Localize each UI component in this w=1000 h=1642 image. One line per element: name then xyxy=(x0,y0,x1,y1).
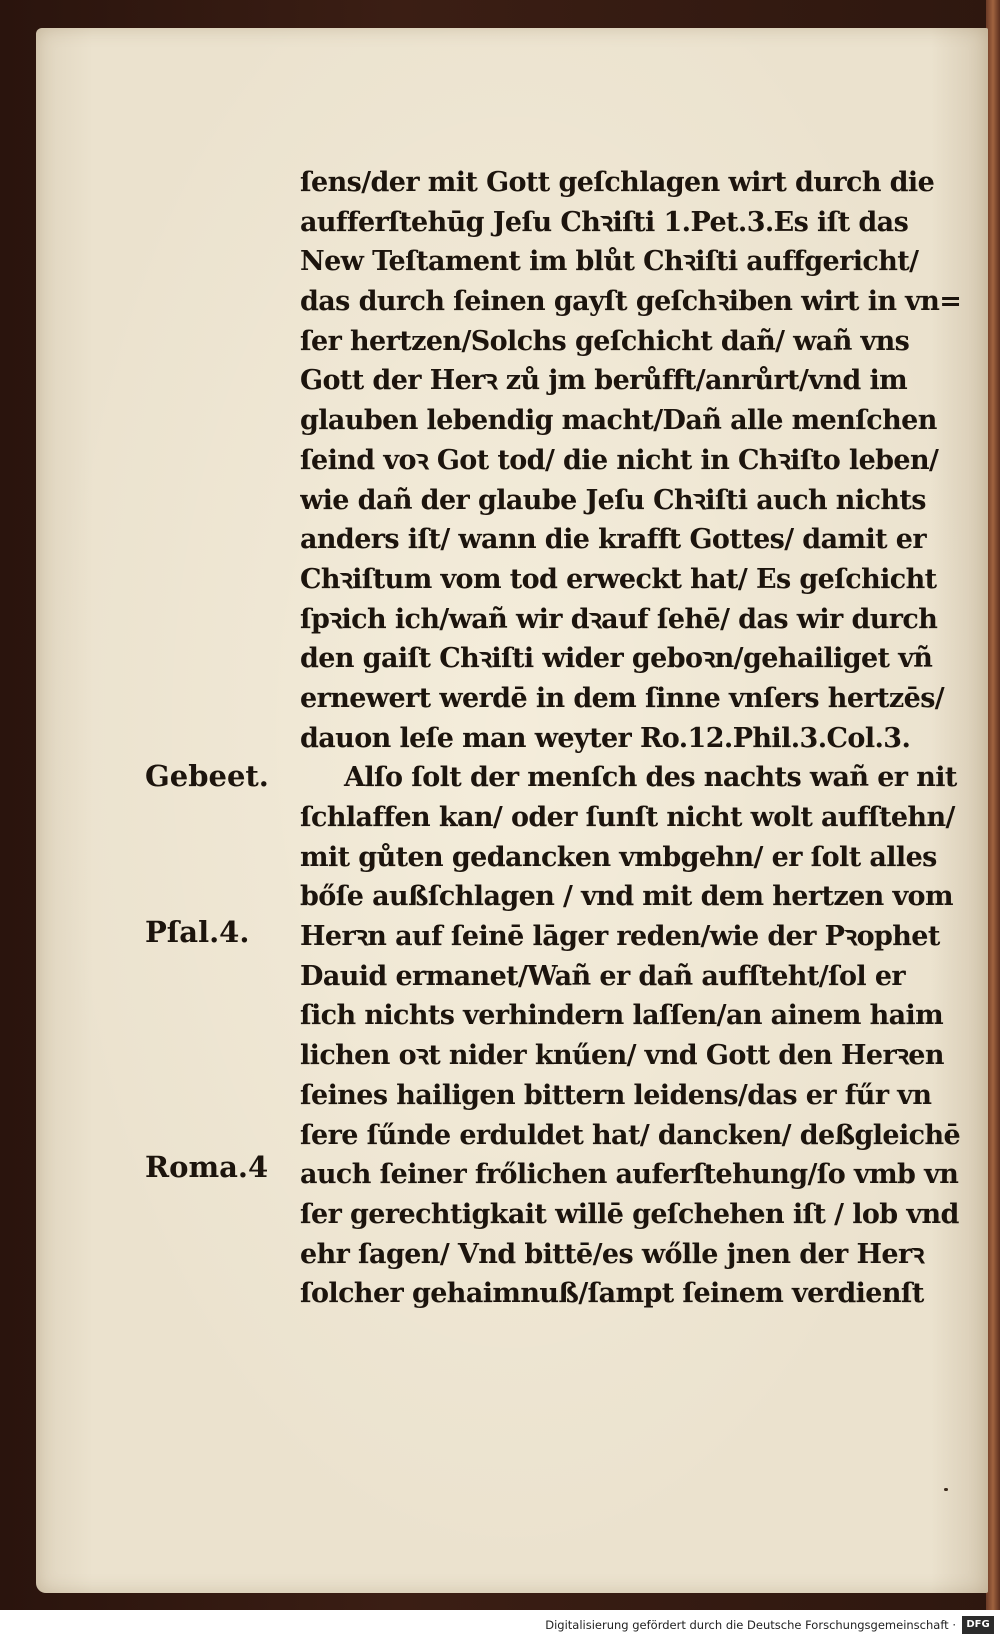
text-line: ſens/der mit Gott geſchlagen wirt durch die xyxy=(300,167,935,198)
text-line: lichen oꝛt nider knűen/ vnd Gott den Herꝛen xyxy=(300,1040,944,1072)
text-line: glauben lebendig macht/Dañ alle menſchen xyxy=(300,405,937,437)
digitization-footer xyxy=(0,1610,1000,1642)
book-edge xyxy=(986,0,1000,1610)
text-line: ſich nichts verhindern laſſen/an ainem haim xyxy=(300,1000,944,1032)
text-line: ehr ſagen/ Vnd bittē/es wőlle jnen der Herꝛ xyxy=(300,1238,924,1270)
marginal-note-romans: Roma.4 xyxy=(145,1150,269,1184)
text-line: auch ſeiner frőlichen auferſtehung/ſo vmb vn xyxy=(300,1159,959,1191)
text-line: ſer hertzen/Solchs geſchicht dañ/ wañ vns xyxy=(300,325,910,357)
text-line: ſchlaffen kan/ oder ſunſt nicht wolt aufſtehn/ xyxy=(300,802,955,833)
funding-credit: Digitalisierung gefördert durch die Deutsche Forschungsgemeinschaft · xyxy=(545,1618,956,1632)
text-line: den gaiſt Chꝛiſti wider geboꝛn/gehailiget vñ xyxy=(300,643,933,675)
text-line: dauon leſe man weyter Ro.12.Phil.3.Col.3. xyxy=(300,722,911,754)
main-text-block xyxy=(300,163,980,1314)
text-line: New Teſtament im blůt Chꝛiſti auffgericht/ xyxy=(300,246,919,278)
text-line: ſer gerechtigkait willē geſchehen iſt / lob vnd xyxy=(300,1198,959,1230)
text-line: mit gůten gedancken vmbgehn/ er ſolt alles xyxy=(300,841,937,873)
text-line: ſeines hailigen bittern leidens/das er fűr vn xyxy=(300,1079,932,1111)
text-line: aufferſtehūg Jeſu Chꝛiſti 1.Pet.3.Es iſt das xyxy=(300,206,909,238)
marginal-note-psalm: Pſal.4. xyxy=(145,915,250,949)
text-line: Herꝛn auf ſeinē lāger reden/wie der Pꝛophet xyxy=(300,921,940,953)
text-line: ſolcher gehaimnuß/ſampt ſeinem verdienſt xyxy=(300,1278,924,1310)
text-line: Dauid ermanet/Wañ er dañ aufſteht/ſol er xyxy=(300,960,906,992)
text-line: ſpꝛich ich/wañ wir dꝛauf ſehē/ das wir durch xyxy=(300,603,938,635)
text-line: Chꝛiſtum vom tod erweckt hat/ Es geſchicht xyxy=(300,563,937,595)
dfg-logo: DFG xyxy=(962,1616,994,1634)
text-line: ſeind voꝛ Got tod/ die nicht in Chꝛiſto leben/ xyxy=(300,444,939,476)
text-line: anders iſt/ wann die krafft Gottes/ damit er xyxy=(300,524,926,556)
ink-speck xyxy=(944,1488,948,1491)
text-line: Gott der Herꝛ zů jm berůfft/anrůrt/vnd im xyxy=(300,365,908,397)
text-line: das durch ſeinen gayſt geſchꝛiben wirt in vn= xyxy=(300,286,962,318)
marginal-note-gebeet: Gebeet. xyxy=(145,759,269,793)
text-line: ernewert werdē in dem ſinne vnſers hertzēs/ xyxy=(300,682,945,714)
paragraph-start-line: Alſo ſolt der menſch des nachts wañ er nit xyxy=(344,762,957,794)
text-line: wie dañ der glaube Jeſu Chꝛiſti auch nichts xyxy=(300,484,926,516)
text-line: ſere ſűnde erduldet hat/ dancken/ deßgleichē xyxy=(300,1119,961,1151)
text-line: bőſe außſchlagen / vnd mit dem hertzen vom xyxy=(300,881,953,913)
